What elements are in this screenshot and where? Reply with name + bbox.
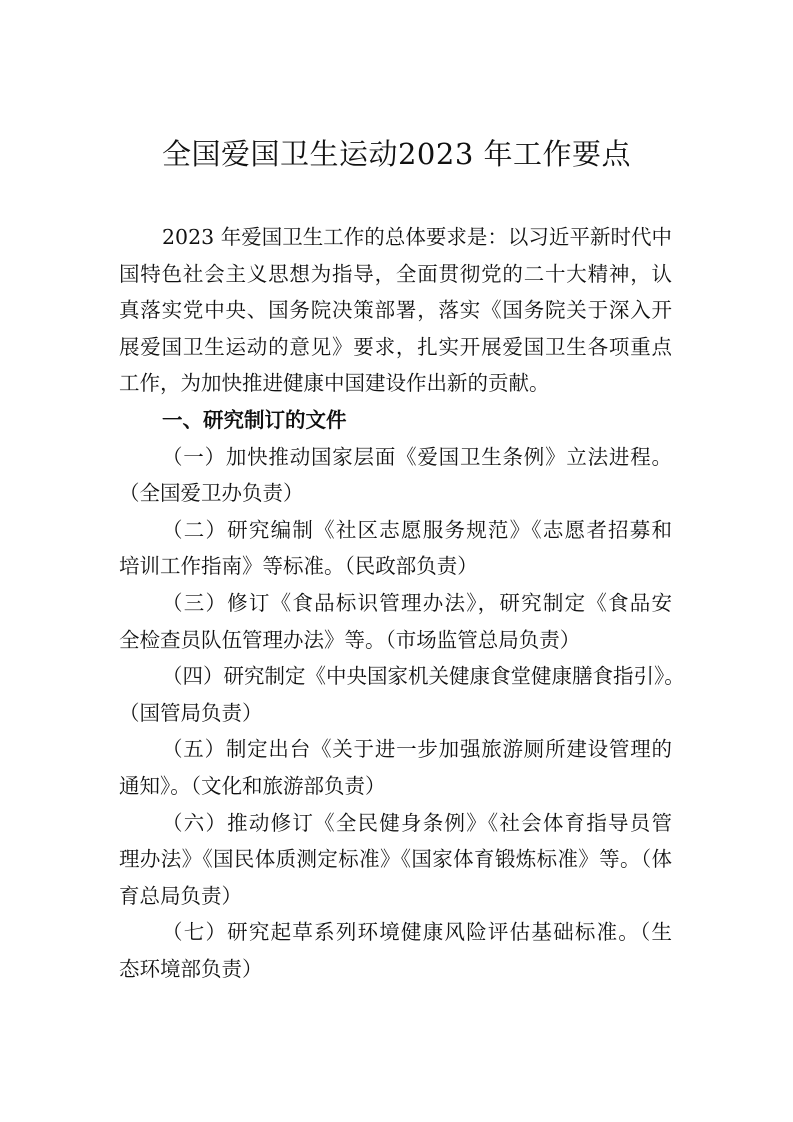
section-heading: 一、研究制订的文件: [162, 407, 347, 432]
intro-paragraph: [119, 219, 672, 402]
list-item: [119, 585, 672, 658]
text-line: 通知》。（文化和旅游部负责）: [119, 773, 386, 798]
document-title: 全国爱国卫生运动2023 年工作要点: [161, 137, 632, 171]
list-item: [119, 512, 672, 585]
text-line: 培训工作指南》等标准。（民政部负责）: [119, 554, 478, 579]
text-line: （全国爱卫办负责）: [119, 481, 304, 506]
text-line: 展爱国卫生运动的意见》要求，扎实开展爱国卫生各项重点: [119, 334, 672, 359]
text-line: 真落实党中央、国务院决策部署，落实《国务院关于深入开: [119, 298, 672, 323]
document-body: [119, 219, 685, 987]
text-line: 理办法》《国民体质测定标准》《国家体育锻炼标准》等。（体: [119, 847, 672, 872]
list-item: [119, 439, 672, 512]
text-line: （二）研究编制《社区志愿服务规范》《志愿者招募和: [162, 517, 672, 542]
text-line: 全检查员队伍管理办法》等。（市场监管总局负责）: [119, 627, 581, 652]
text-line: （四）研究制定《中央国家机关健康食堂健康膳食指引》。: [162, 664, 685, 689]
list-item: [119, 914, 672, 987]
text-line: 国特色社会主义思想为指导，全面贯彻党的二十大精神，认: [119, 261, 672, 286]
text-line: （国管局负责）: [119, 700, 263, 725]
list-item: [119, 731, 672, 804]
text-line: （七）研究起草系列环境健康风险评估基础标准。（生: [162, 920, 672, 945]
text-line: 育总局负责）: [119, 883, 242, 908]
text-line: （六）推动修订《全民健身条例》《社会体育指导员管: [162, 810, 672, 835]
text-line: 态环境部负责）: [119, 956, 263, 981]
text-line: （五）制定出台《关于进一步加强旅游厕所建设管理的: [162, 737, 672, 762]
list-item: [119, 658, 685, 731]
text-line: （一）加快推动国家层面《爱国卫生条例》立法进程。: [162, 444, 672, 469]
text-line: 工作，为加快推进健康中国建设作出新的贡献。: [119, 371, 550, 396]
text-line: 2023 年爱国卫生工作的总体要求是：以习近平新时代中: [162, 225, 672, 249]
list-item: [119, 805, 672, 915]
text-line: （三）修订《食品标识管理办法》，研究制定《食品安: [162, 590, 672, 615]
